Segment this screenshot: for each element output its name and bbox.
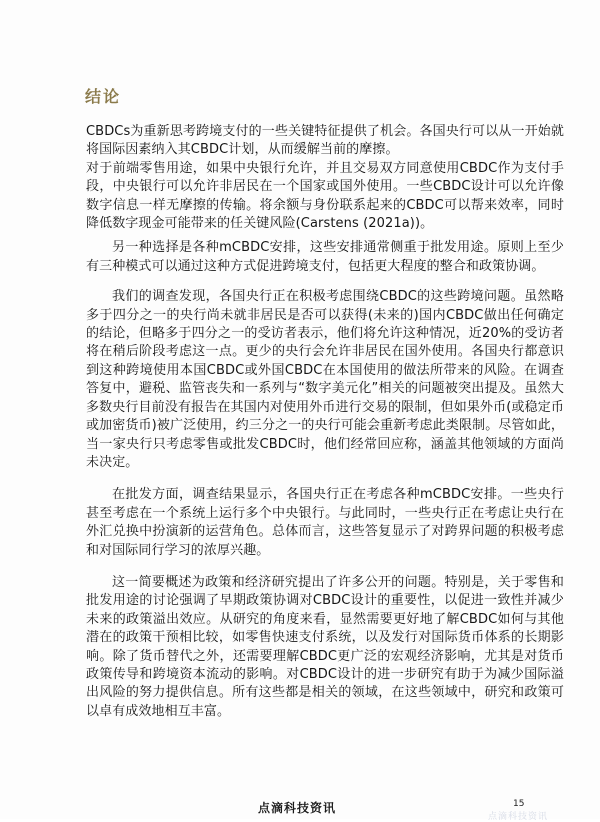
footer-title: 点滴科技资讯 [258, 801, 337, 815]
paragraph-4: 我们的调查发现，各国央行正在积极考虑围绕CBDC的这些跨境问题。虽然略多于四分之一的央行尚未就非居民是否可以获得(未来的)国内CBDC做出任何确定的结论，但略多于四分之一的受访者表示，他们将允许这种情况，近20%的受访者将在稍后阶段考虑这一点。更少的央行会允许非居民在国外使用。各国央行都意识到这种跨境使用本国CBDC或外国CBDC在本国使用的做法所带来的风险。在调查答复中，避税、监管丧失和一系列与“数字美元化”相关的问题被突出提及。虽然大多数央行目前没有报告在其国内对使用外币进行交易的限制，但如果外币(或稳定币或加密货币)被广泛使用，约三分之一的央行可能会重新考虑此类限制。尽管如此，当一家央行只考虑零售或批发CBDC时，他们经常回应称，涵盖其他领域的方面尚未决定。 [86, 289, 564, 470]
paragraph-3: 另一种选择是各种mCBDC安排，这些安排通常侧重于批发用途。原则上至少有三种模式可以通过这种方式促进跨境支付，包括更大程度的整合和政策协调。 [86, 240, 564, 274]
section-heading: 结论 [85, 87, 122, 106]
paragraph-6: 这一简要概述为政策和经济研究提出了许多公开的问题。特别是，关于零售和批发用途的讨论强调了早期政策协调对CBDC设计的重要性，以促进一致性并减少未来的政策溢出效应。从研究的角度来看，显然需要更好地了解CBDC如何与其他潜在的政策干预相比较，如零售快速支付系统，以及发行对国际货币体系的长期影响。除了货币替代之外，还需要理解CBDC更广泛的宏观经济影响，尤其是对货币政策传导和跨境资本流动的影响。对CBDC设计的进一步研究有助于为减少国际溢出风险的努力提供信息。所有这些都是相关的领域，在这些领域中，研究和政策可以卓有成效地相互丰富。 [86, 574, 564, 719]
paragraph-2: 对于前端零售用途，如果中央银行允许，并且交易双方同意使用CBDC作为支付手段，中央银行可以允许非居民在一个国家或国外使用。一些CBDC设计可以允许像数字信息一样无摩擦的传输。将余额与身份联系起来的CBDC可以帮来效率，同时降低数字现金可能带来的任关键风险(Carstens (2021a))。 [86, 160, 564, 232]
body-text [86, 123, 564, 721]
paragraph-1: CBDCs为重新思考跨境支付的一些关键特征提供了机会。各国央行可以从一开始就将国际因素纳入其CBDC计划，从而缓解当前的摩擦。 [86, 124, 564, 158]
paragraph-5: 在批发方面，调查结果显示，各国央行正在考虑各种mCBDC安排。一些央行甚至考虑在一个系统上运行多个中央银行。与此同时，一些央行正在考虑让央行在外汇兑换中扮演新的运营角色。总体而言，这些答复显示了对跨界问题的积极考虑和对国际同行学习的浓厚兴趣。 [86, 487, 564, 558]
watermark: 点滴科技资讯 [488, 812, 549, 822]
page-number: 15 [513, 799, 525, 809]
